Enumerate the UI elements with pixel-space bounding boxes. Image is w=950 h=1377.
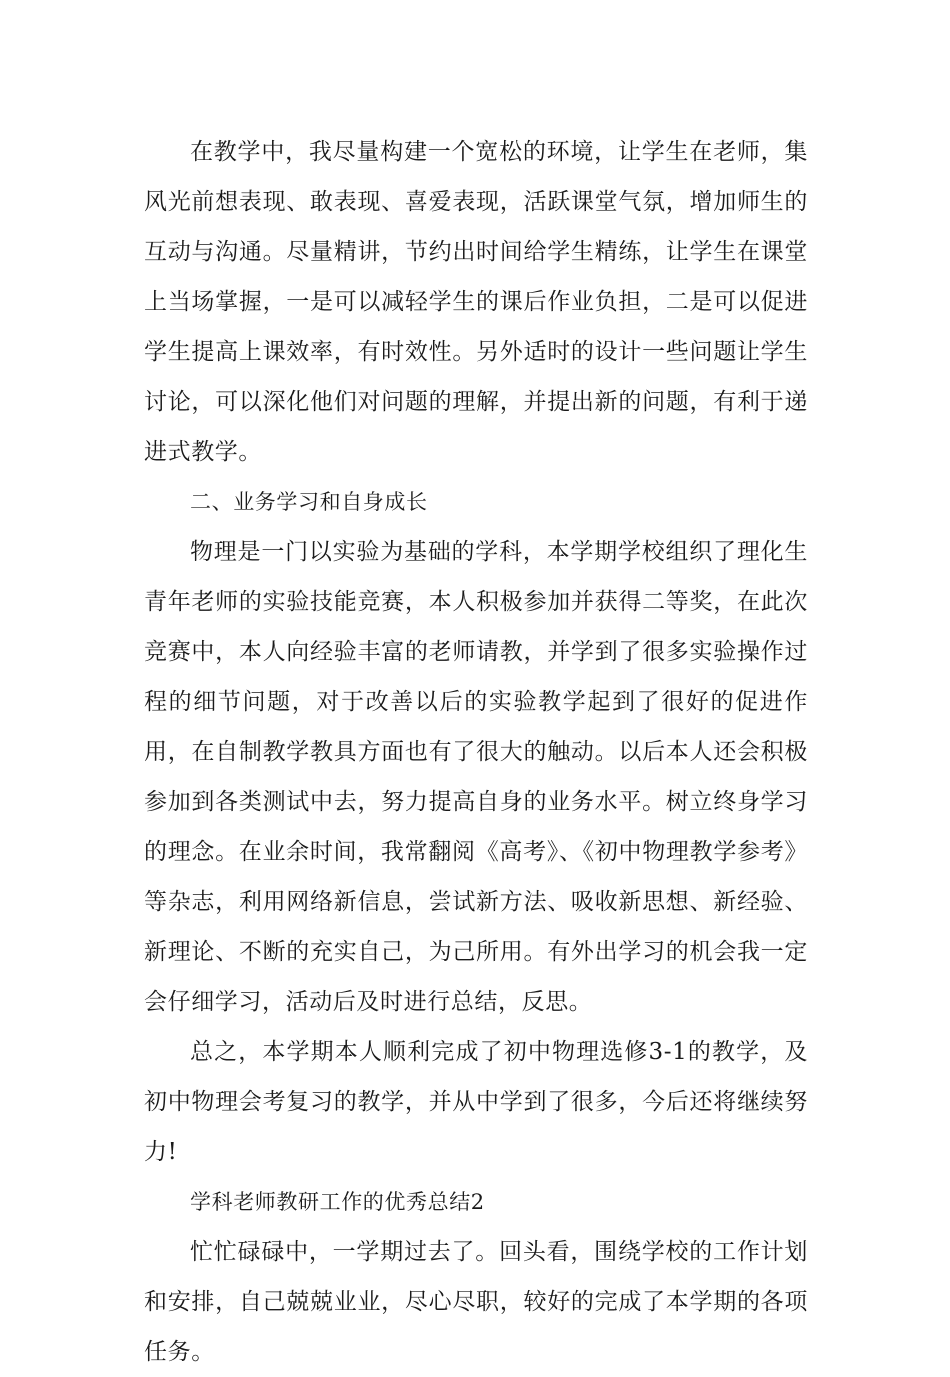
paragraph-semester-review: 忙忙碌碌中，一学期过去了。回头看，围绕学校的工作计划和安排，自己兢兢业业，尽心尽职，较好的完成了本学期的各项任务。 <box>144 1239 808 1365</box>
section-heading-summary-2: 学科老师教研工作的优秀总结2 <box>190 1190 485 1214</box>
section-heading-professional-growth: 二、业务学习和自身成长 <box>190 490 428 514</box>
paragraph-experiment-competition: 物理是一门以实验为基础的学科，本学期学校组织了理化生青年老师的实验技能竞赛，本人积极参加并获得二等奖，在此次竞赛中，本人向经验丰富的老师请教，并学到了很多实验操作过程的细节问题，对于改善以后的实验教学起到了很好的促进作用，在自制教学教具方面也有了很大的触动。以后本人还会积极参加到各类测试中去，努力提高自身的业务水平。树立终身学习的理念。在业余时间，我常翻阅《高考》、《初中物理教学参考》等杂志，利用网络新信息，尝试新方法、吸收新思想、新经验、新理论、不断的充实自己，为己所用。有外出学习的机会我一定会仔细学习，活动后及时进行总结，反思。 <box>144 539 808 1015</box>
document-body <box>144 127 808 1377</box>
paragraph-summary: 总之，本学期本人顺利完成了初中物理选修3-1的教学，及初中物理会考复习的教学，并从中学到了很多，今后还将继续努力! <box>144 1039 808 1165</box>
paragraph-teaching-method: 在教学中，我尽量构建一个宽松的环境，让学生在老师，集风光前想表现、敢表现、喜爱表现，活跃课堂气氛，增加师生的互动与沟通。尽量精讲，节约出时间给学生精练，让学生在课堂上当场掌握，一是可以减轻学生的课后作业负担，二是可以促进学生提高上课效率，有时效性。另外适时的设计一些问题让学生讨论，可以深化他们对问题的理解，并提出新的问题，有利于递进式教学。 <box>144 139 808 465</box>
